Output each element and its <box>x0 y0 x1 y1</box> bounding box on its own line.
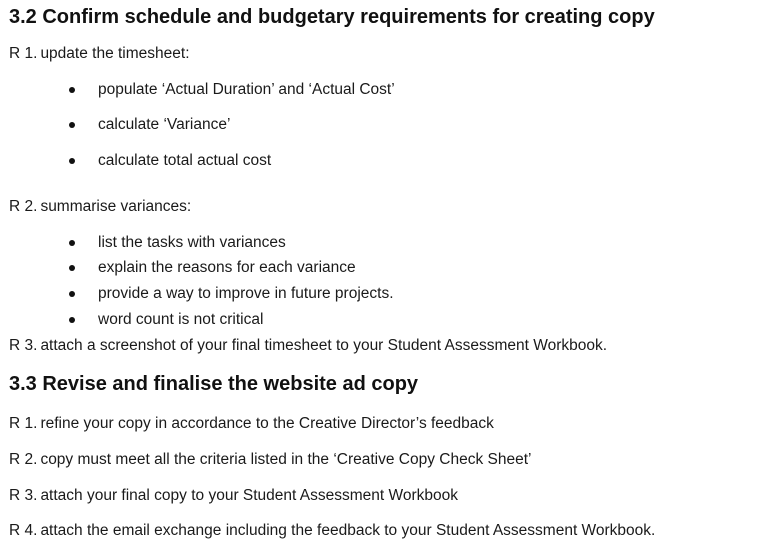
bullet-icon <box>69 240 75 246</box>
requirement-text: update the timesheet: <box>40 45 190 62</box>
requirement-id: R 2. <box>9 198 38 215</box>
requirement-text: attach a screenshot of your final timesheet to your Student Assessment Workbook. <box>40 337 608 354</box>
bullet-icon <box>69 158 75 164</box>
requirement-r3 <box>9 336 607 356</box>
section-3-3-heading: 3.3 Revise and finalise the website ad copy <box>9 373 419 395</box>
requirement-r4 <box>9 521 655 541</box>
bullet-icon <box>69 265 75 271</box>
list-item: explain the reasons for each variance <box>98 259 356 276</box>
list-item: calculate ‘Variance’ <box>98 116 231 133</box>
requirement-r1 <box>9 414 494 434</box>
requirement-r1 <box>9 44 190 64</box>
list-item: word count is not critical <box>98 311 264 328</box>
list-item: provide a way to improve in future projects. <box>98 285 394 302</box>
list-item: list the tasks with variances <box>98 234 286 251</box>
requirement-text: attach the email exchange including the feedback to your Student Assessment Workbook. <box>40 522 656 539</box>
bullet-icon <box>69 87 75 93</box>
bullet-icon <box>69 317 75 323</box>
requirement-text: copy must meet all the criteria listed in the ‘Creative Copy Check Sheet’ <box>40 451 532 468</box>
requirement-id: R 1. <box>9 415 38 432</box>
requirement-id: R 4. <box>9 522 38 539</box>
requirement-r2 <box>9 197 191 217</box>
requirement-id: R 1. <box>9 45 38 62</box>
requirement-text: refine your copy in accordance to the Creative Director’s feedback <box>40 415 494 432</box>
bullet-icon <box>69 291 75 297</box>
requirement-text: summarise variances: <box>40 198 192 215</box>
list-item: populate ‘Actual Duration’ and ‘Actual Cost’ <box>98 81 395 98</box>
requirement-text: attach your final copy to your Student Assessment Workbook <box>40 487 459 504</box>
requirement-id: R 3. <box>9 337 38 354</box>
requirement-r3 <box>9 486 458 506</box>
section-3-2-heading: 3.2 Confirm schedule and budgetary requirements for creating copy <box>9 6 655 28</box>
requirement-r2 <box>9 450 532 470</box>
requirement-id: R 2. <box>9 451 38 468</box>
bullet-icon <box>69 122 75 128</box>
requirement-id: R 3. <box>9 487 38 504</box>
list-item: calculate total actual cost <box>98 152 272 169</box>
